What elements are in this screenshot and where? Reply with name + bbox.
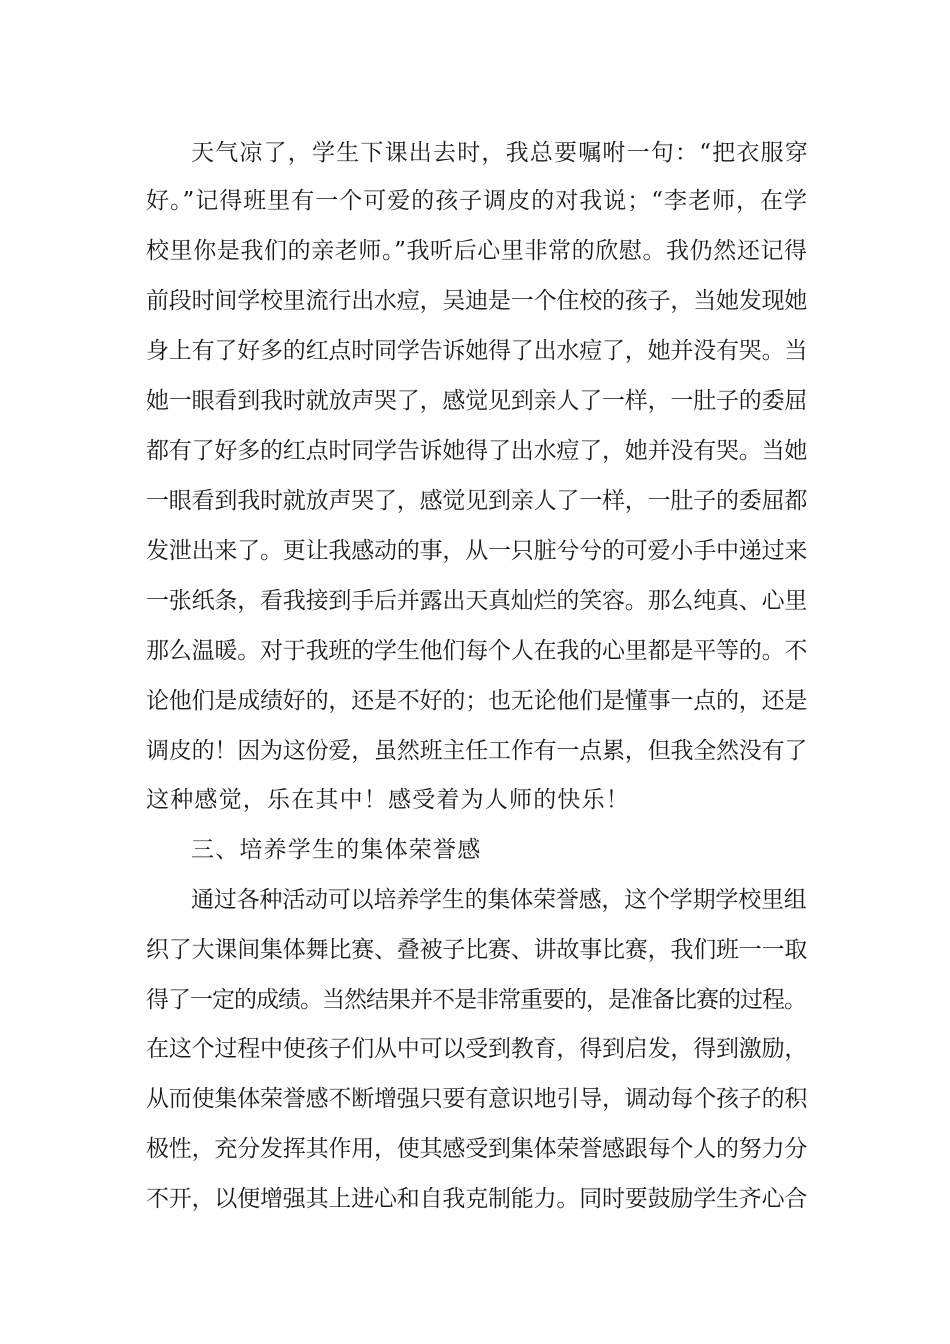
text-line: 身上有了好多的红点时同学告诉她得了出水痘了，她并没有哭。当 bbox=[146, 338, 808, 364]
section-heading: 三、培养学生的集体荣誉感 bbox=[191, 837, 482, 863]
text-line: 得了一定的成绩。当然结果并不是非常重要的，是准备比赛的过程。 bbox=[146, 987, 806, 1013]
text-line: 那么温暖。对于我班的学生他们每个人在我的心里都是平等的。不 bbox=[146, 638, 808, 664]
text-line: 校里你是我们的亲老师。”我听后心里非常的欣慰。我仍然还记得 bbox=[146, 238, 808, 264]
text-line: 调皮的！因为这份爱，虽然班主任工作有一点累，但我全然没有了 bbox=[146, 738, 808, 764]
text-line: 一张纸条，看我接到手后并露出天真灿烂的笑容。那么纯真、心里 bbox=[146, 588, 808, 614]
text-line: 从而使集体荣誉感不断增强只要有意识地引导，调动每个孩子的积 bbox=[146, 1086, 808, 1112]
text-line: 不开，以便增强其上进心和自我克制能力。同时要鼓励学生齐心合 bbox=[146, 1186, 808, 1212]
text-line: 好。”记得班里有一个可爱的孩子调皮的对我说；“李老师，在学 bbox=[146, 188, 809, 214]
text-line: 极性，充分发挥其作用，使其感受到集体荣誉感跟每个人的努力分 bbox=[146, 1136, 808, 1162]
text-line: 她一眼看到我时就放声哭了，感觉见到亲人了一样，一肚子的委屈 bbox=[146, 388, 808, 414]
text-line: 前段时间学校里流行出水痘，吴迪是一个住校的孩子，当她发现她 bbox=[146, 288, 808, 314]
text-line: 这种感觉，乐在其中！感受着为人师的快乐！ bbox=[146, 787, 630, 813]
text-line: 天气凉了，学生下课出去时，我总要嘱咐一句：“把衣服穿 bbox=[191, 140, 809, 166]
text-line: 织了大课间集体舞比赛、叠被子比赛、讲故事比赛，我们班一一取 bbox=[146, 937, 808, 963]
text-line: 都有了好多的红点时同学告诉她得了出水痘了，她并没有哭。当她 bbox=[146, 438, 808, 464]
text-line: 通过各种活动可以培养学生的集体荣誉感，这个学期学校里组 bbox=[191, 887, 807, 913]
text-line: 一眼看到我时就放声哭了，感觉见到亲人了一样，一肚子的委屈都 bbox=[146, 488, 808, 514]
text-line: 论他们是成绩好的，还是不好的；也无论他们是懂事一点的，还是 bbox=[146, 688, 808, 714]
text-line: 发泄出来了。更让我感动的事，从一只脏兮兮的可爱小手中递过来 bbox=[146, 538, 808, 564]
text-line: 在这个过程中使孩子们从中可以受到教育，得到启发，得到激励， bbox=[146, 1036, 808, 1062]
